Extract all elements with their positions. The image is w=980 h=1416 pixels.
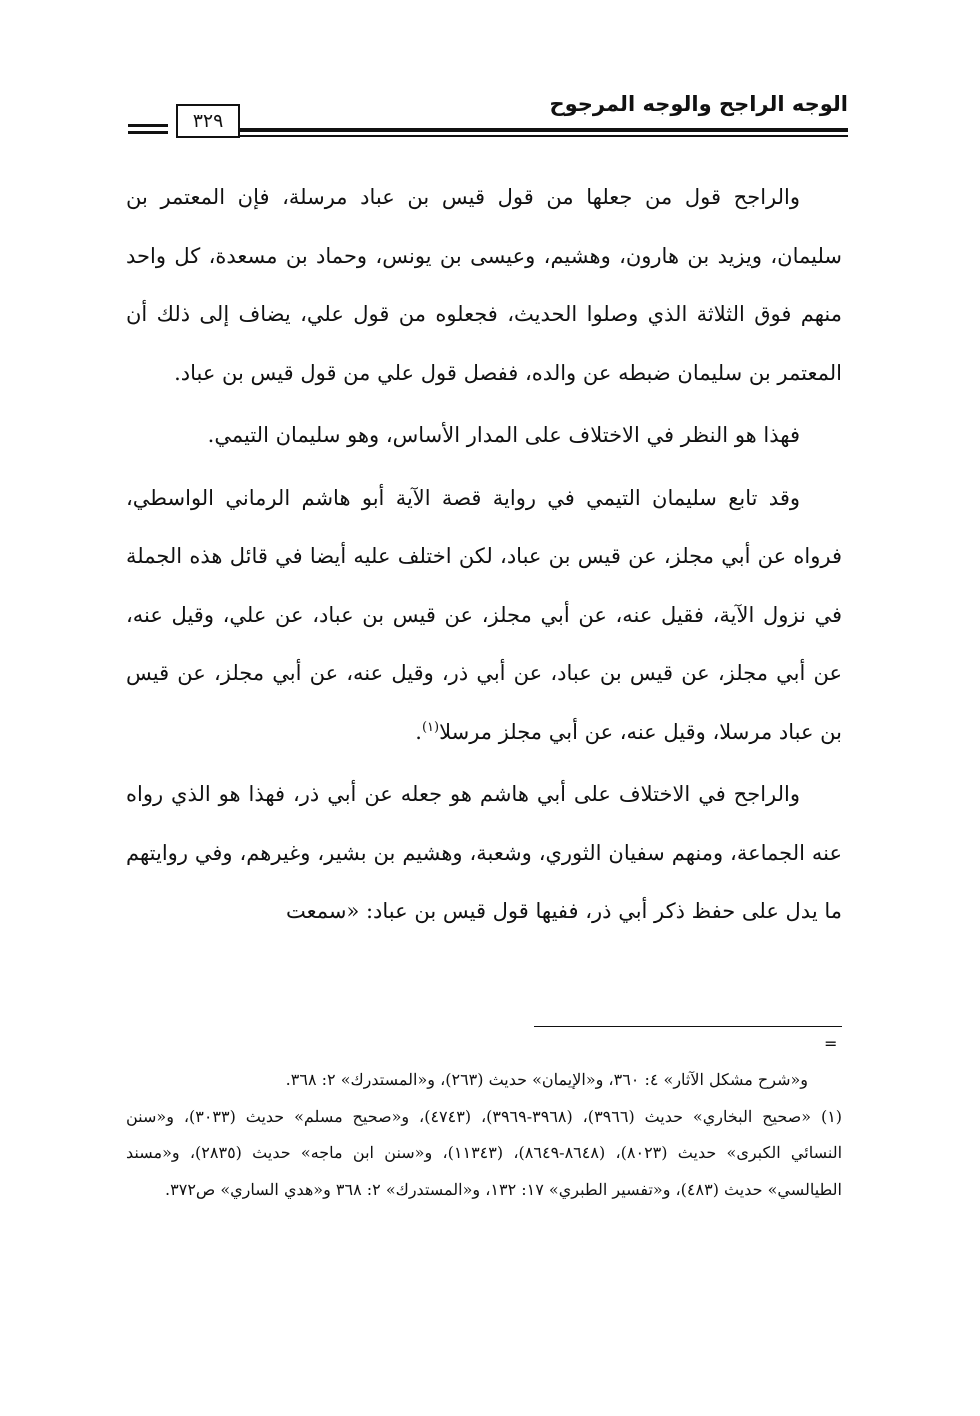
main-text	[126, 168, 842, 945]
footnote-continuation-mark: =	[824, 1034, 838, 1053]
paragraph-1: والراجح قول من جعلها من قول قيس بن عباد مرسلة، فإن المعتمر بن سليمان، ويزيد بن هارون، وهشيم، وعيسى بن يونس، وحماد بن مسعدة، كل واحد منهم فوق الثلاثة الذي وصلوا الحديث، فجعلوه من قول علي، يضاف إلى ذلك أن المعتمر بن سليمان ضبطه عن والده، ففصل قول علي من قول قيس بن عباد.	[126, 185, 842, 385]
header-ornament-line	[128, 124, 168, 127]
header-ornament-line	[128, 131, 168, 134]
chapter-title: الوجه الراجح والوجه المرجوح	[549, 92, 848, 116]
paragraph-3-end: .	[415, 719, 422, 744]
paragraph-3-text: وقد تابع سليمان التيمي في رواية قصة الآية أبو هاشم الرماني الواسطي، فرواه عن أبي مجلز، عن قيس بن عباد، لكن اختلف عليه أيضا في قائل هذه الجملة في نزول الآية، فقيل عنه، عن أبي مجلز، عن قيس بن عباد، عن علي، وقيل عنه، عن أبي مجلز، عن قيس بن عباد، عن أبي ذر، وقيل عنه، عن أبي مجلز، عن قيس بن عباد مرسلا، وقيل عنه، عن أبي مجلز مرسلا	[126, 485, 842, 744]
footnote-separator	[534, 1026, 842, 1027]
page-number: ٣٢٩	[176, 104, 240, 138]
header-rule-thin	[240, 135, 848, 137]
paragraph-3	[126, 469, 842, 762]
header-rule-thick	[240, 128, 848, 132]
footnote-reference: (١)	[421, 719, 440, 735]
footnote-1: (١) «صحيح البخاري» حديث (٣٩٦٦)، (٣٩٦٨-٣٩٦٩)، (٤٧٤٣)، و«صحيح مسلم» حديث (٣٠٣٣)، و«سنن النسائي الكبرى» حديث (٨٠٢٣)، (٨٦٤٨-٨٦٤٩)، (١١٣٤٣)، و«سنن ابن ماجه» حديث (٢٨٣٥)، و«مسند الطيالسي» حديث (٤٨٣)، و«تفسير الطبري» ١٧: ١٣٢، و«المستدرك» ٢: ٣٦٨ و«هدي الساري» ص٣٧٢.	[126, 1106, 843, 1199]
paragraph-2: فهذا هو النظر في الاختلاف على المدار الأساس، وهو سليمان التيمي.	[207, 423, 800, 447]
footnote-continuation: و«شرح مشكل الآثار» ٤: ٣٦٠، و«الإيمان» حديث (٢٦٣)، و«المستدرك» ٢: ٣٦٨.	[285, 1070, 808, 1089]
paragraph-4: والراجح في الاختلاف على أبي هاشم هو جعله عن أبي ذر، فهذا هو الذي رواه عنه الجماعة، ومنهم سفيان الثوري، وشعبة، وهشيم بن بشير، وغيرهم، وفي روايتهم ما يدل على حفظ ذكر أبي ذر، ففيها قول قيس بن عباد: «سمعت	[126, 782, 842, 923]
footnotes	[126, 1062, 842, 1208]
running-header	[126, 86, 848, 144]
